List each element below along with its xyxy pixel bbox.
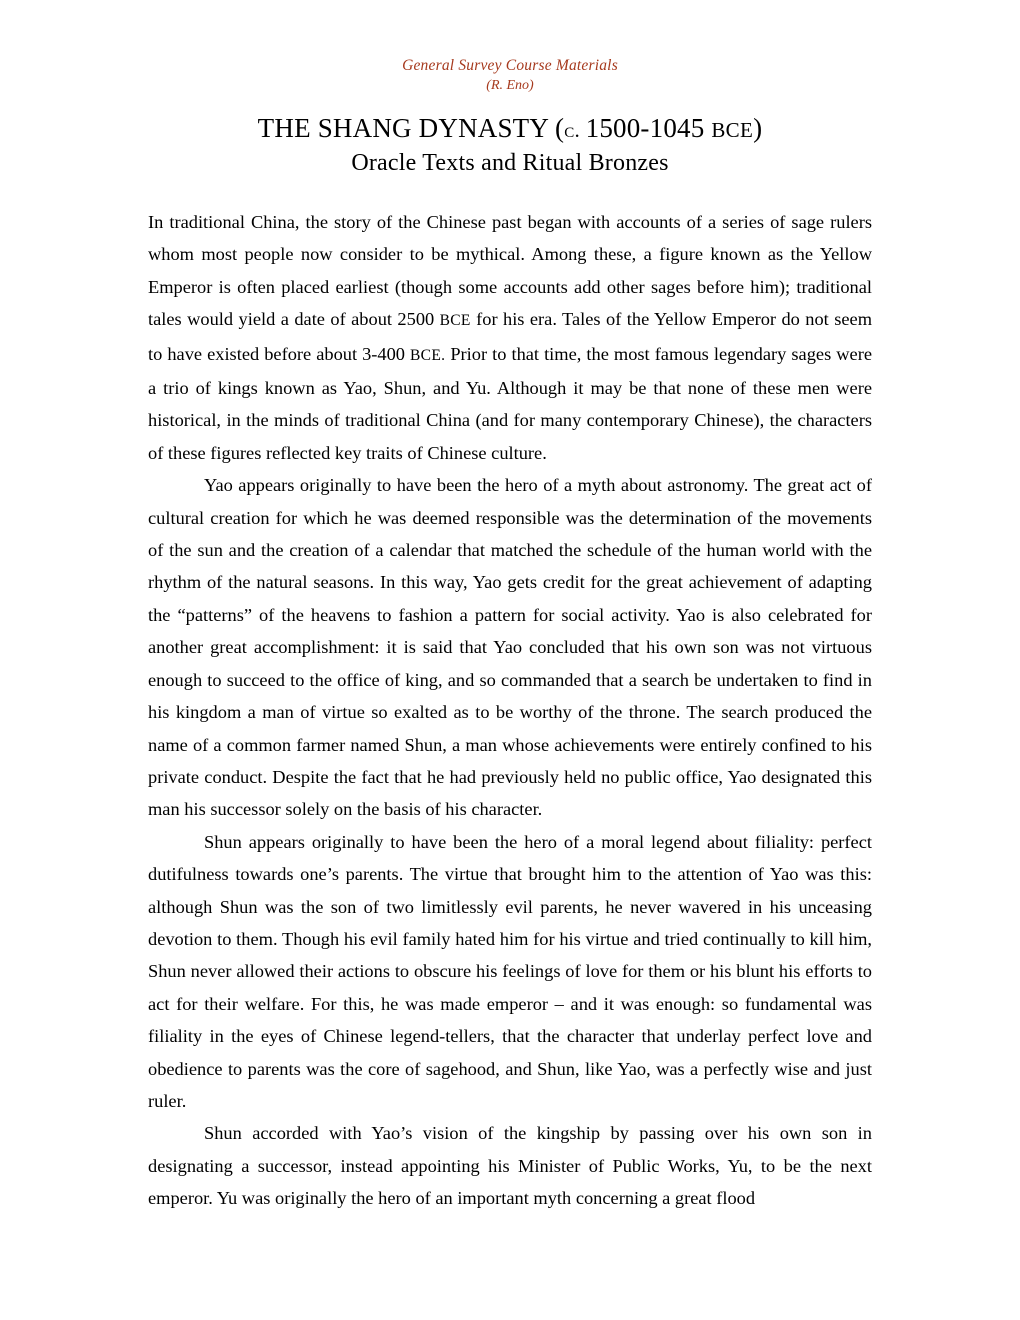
paragraph-1-bce-2: BCE. (410, 346, 446, 364)
page-header (148, 56, 872, 95)
document-title (148, 111, 872, 147)
paragraph-4: Shun accorded with Yao’s vision of the kingship by passing over his own son in designating a successor, instead appointing his Minister of Public Works, Yu, to be the next emperor. Yu was originally the hero of an important myth concerning a great flood (148, 1123, 872, 1209)
title-block (148, 111, 872, 180)
paragraph-1-part-a: In traditional China, the story of the Chinese past began with accounts of a series of sage rulers whom most people now consider to be mythical. Among these, a figure known as the Yellow Emperor is often placed earliest (though some accounts add other sages before him); traditional tales would yield a date of about 2500 (148, 212, 872, 330)
title-circa: c. (564, 118, 586, 142)
paragraph-1 (148, 206, 872, 469)
header-author: (R. Eno) (486, 78, 534, 93)
paragraph-1-part-c: Prior to that time, the most famous legendary sages were a trio of kings known as Yao, Shun, and Yu. Although it may be that none of these men were historical, in the minds of traditional China (and for many contemporary Chinese), the characters of these figures reflected key traits of Chinese culture. (148, 343, 872, 463)
paragraph-3: Shun appears originally to have been the hero of a moral legend about filiality: perfect dutifulness towards one’s parents. The virtue that brought him to the attention of Yao was this: although Shun was the son of two limitlessly evil parents, he never wavered in his unceasing devotion to them. Though his evil family hated him for his virtue and tried continually to kill him, Shun never allowed their actions to obscure his feelings of love for them or his blunt his efforts to act for their welfare. For this, he was made emperor – and it was enough: so fundamental was filiality in the eyes of Chinese legend-tellers, that the character that underlay perfect love and obedience to parents was the core of sagehood, and Shun, like Yao, was a perfectly wise and just ruler. (148, 831, 872, 1111)
paragraph-1-part-b: for his era. Tales of the Yellow Emperor do not seem to have existed before about 3-400 (148, 309, 873, 364)
title-main-suffix: ) (753, 113, 763, 143)
document-body (148, 206, 872, 1215)
header-course-title: General Survey Course Materials (402, 57, 618, 74)
paragraph-2: Yao appears originally to have been the hero of a myth about astronomy. The great act of cultural creation for which he was deemed responsible was the determination of the movements of the sun and the creation of a calendar that matched the schedule of the human world with the rhythm of the natural seasons. In this way, Yao gets credit for the great achievement of adapting the “patterns” of the heavens to fashion a pattern for social activity. Yao is also celebrated for another great accomplishment: it is said that Yao concluded that his own son was not virtuous enough to succeed to the office of king, and so commanded that a search be undertaken to find in his kingdom a man of virtue so exalted as to be worthy of the throne. The search produced the name of a common farmer named Shun, a man whose achievements were entirely confined to his private conduct. Despite the fact that he had previously held no public office, Yao designated this man his successor solely on the basis of his character. (148, 475, 872, 820)
document-subtitle: Oracle Texts and Ritual Bronzes (351, 150, 669, 176)
title-main-prefix: THE SHANG DYNASTY ( (257, 113, 565, 143)
paragraph-1-bce-1: BCE (439, 312, 471, 330)
title-bce: BCE (711, 118, 754, 142)
title-dates: 1500-1045 (585, 113, 712, 143)
